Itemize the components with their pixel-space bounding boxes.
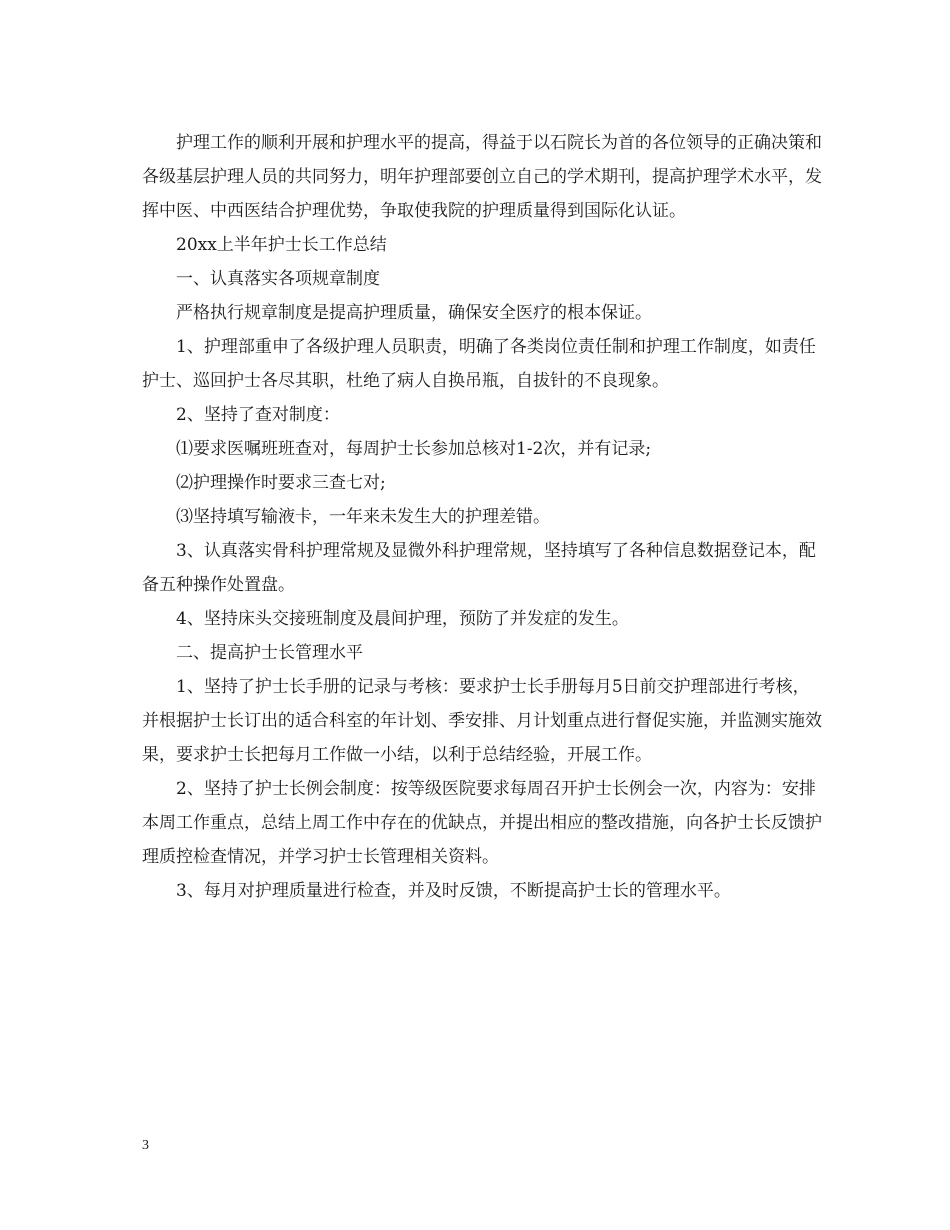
paragraph: 3、认真落实骨科护理常规及显微外科护理常规，坚持填写了各种信息数据登记本，配备五种操作处置盘。 (142, 541, 816, 595)
paragraph: 1、护理部重申了各级护理人员职责，明确了各类岗位责任制和护理工作制度，如责任护士、巡回护士各尽其职，杜绝了病人自换吊瓶，自拔针的不良现象。 (142, 337, 816, 391)
list-item: ⑴要求医嘱班班查对，每周护士长参加总核对1-2次，并有记录; (176, 439, 652, 459)
heading-1: 一、认真落实各项规章制度 (176, 269, 380, 289)
section-title: 20xx上半年护士长工作总结 (176, 235, 387, 255)
list-item: ⑶坚持填写输液卡，一年来未发生大的护理差错。 (176, 507, 550, 527)
page-number: 3 (142, 1138, 149, 1153)
paragraph: 护理工作的顺利开展和护理水平的提高，得益于以石院长为首的各位领导的正确决策和各级基层护理人员的共同努力，明年护理部要创立自己的学术期刊，提高护理学术水平，发挥中医、中西医结合护理优势，争取使我院的护理质量得到国际化认证。 (142, 133, 822, 221)
paragraph: 2、坚持了查对制度： (176, 405, 340, 425)
paragraph: 4、坚持床头交接班制度及晨间护理，预防了并发症的发生。 (176, 609, 629, 629)
paragraph: 3、每月对护理质量进行检查，并及时反馈，不断提高护士长的管理水平。 (176, 881, 731, 901)
paragraph: 1、坚持了护士长手册的记录与考核：要求护士长手册每月5日前交护理部进行考核，并根据护士长订出的适合科室的年计划、季安排、月计划重点进行督促实施，并监测实施效果，要求护士长把每月工作做一小结，以利于总结经验，开展工作。 (142, 677, 822, 765)
paragraph: 严格执行规章制度是提高护理质量，确保安全医疗的根本保证。 (176, 303, 652, 323)
list-item: ⑵护理操作时要求三查七对; (176, 473, 386, 493)
body-text (142, 126, 822, 908)
heading-2: 二、提高护士长管理水平 (176, 643, 363, 663)
paragraph: 2、坚持了护士长例会制度：按等级医院要求每周召开护士长例会一次，内容为：安排本周工作重点，总结上周工作中存在的优缺点，并提出相应的整改措施，向各护士长反馈护理质控检查情况，并学习护士长管理相关资料。 (142, 779, 822, 867)
